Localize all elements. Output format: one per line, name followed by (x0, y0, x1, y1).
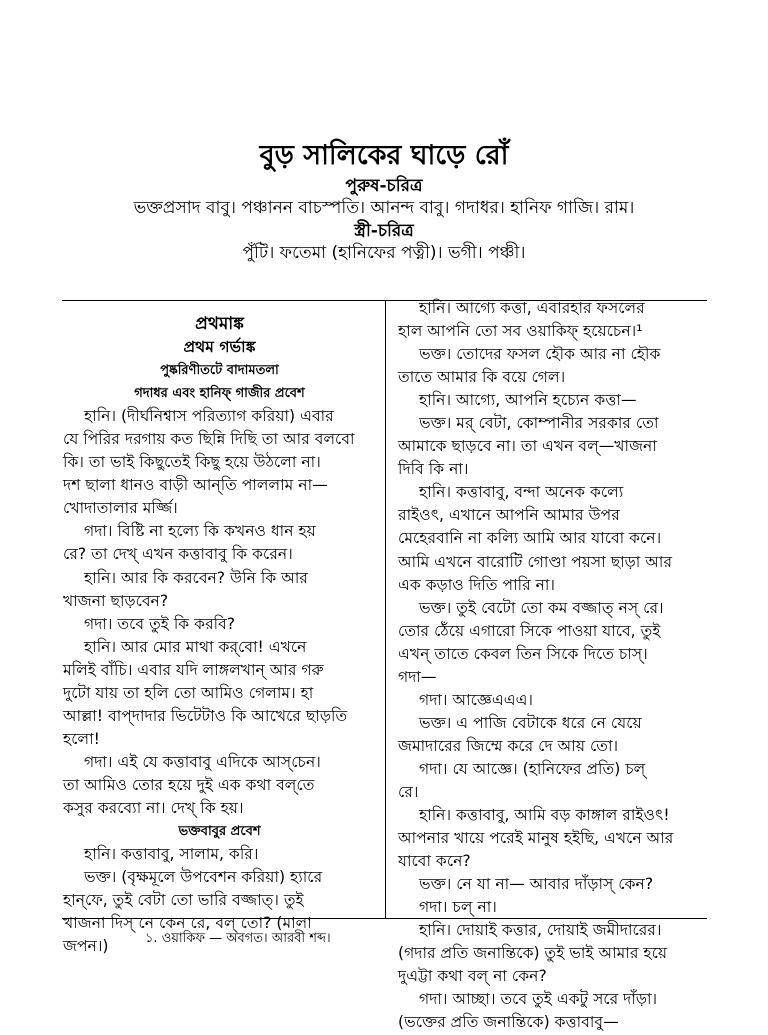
male-characters-list: ভক্তপ্রসাদ বাবু। পঞ্চানন বাচস্পতি। আনন্দ বাবু। গদাধর। হানিফ গাজি। রাম। (133, 198, 635, 218)
text-line: ভক্ত। (বৃক্ষমূলে উপবেশন করিয়া) হ্যারে (84, 868, 323, 887)
text-line: দশ ছালা ধানও বাড়ী আন্‌তি পাললাম না— (63, 476, 328, 495)
text-line: ভক্তবাবুর প্রবেশ (178, 824, 261, 840)
male-characters-heading: পুরুষ-চরিত্র (345, 176, 423, 196)
text-line: মেহেরবানি না কল্যি আমি আর যাবো কনে। (398, 529, 662, 548)
text-line: পুষ্করিণীতটে বাদামতলা (160, 363, 279, 379)
text-line: কসুর করব্যো না। দেখ্‌ কি হয়। (63, 798, 244, 817)
text-line: জপন।) (63, 937, 109, 956)
text-line: খোদাতালার মর্জ্জি। (63, 499, 178, 518)
text-line: গদা। যে আজ্ঞে। (হানিফের প্রতি) চল্‌ (419, 759, 646, 778)
female-characters-list: পুঁটি। ফতেমা (হানিফের পত্নী)। ভগী। পঞ্চী। (242, 243, 526, 263)
text-line: জমাদারের জিম্মে করে দে আয় তো। (398, 736, 619, 755)
text-line: যাবো কনে? (398, 852, 471, 871)
text-line: গদা। আচ্ছা। তবে তুই একটু সরে দাঁড়া। (419, 990, 658, 1009)
right-column (398, 297, 710, 1035)
text-line: আমাকে ছাড়বে না। তা এখন বল্‌—খাজনা (398, 437, 657, 456)
text-line: (ভক্তের প্রতি জনান্তিকে) কত্তাবাবু— (398, 1013, 619, 1032)
text-line: হানি। আর মোর মাথা কর্‌বো! এখনে (84, 637, 307, 656)
text-line: রাইওৎ, এখানে আপনি আমার উপর (398, 506, 620, 525)
text-line: হানি। আগ্যে, আপনি হচ্যেন কত্তা— (419, 391, 637, 410)
text-line: যে পিরির দরগায় কত ছিন্নি দিছি তা আর বলবো (63, 430, 355, 449)
text-line: তাতে আমার কি বয়ে গেল। (398, 368, 566, 387)
text-line: হান্‌ফে, তুই বেটা তো ভারি বজ্জাত্‌। তুই (63, 891, 304, 910)
text-line: গদা। বিষ্টি না হল্যে কি কখনও ধান হয় (84, 522, 316, 541)
text-line: গদা। চল্‌ না। (419, 898, 497, 917)
female-characters-heading: স্ত্রী-চরিত্র (354, 221, 414, 241)
text-line: ভক্ত। তোদের ফসল হৌক আর না হৌক (419, 345, 661, 364)
text-line: গদা। এই যে কত্তাবাবু এদিকে আস্‌চেন। (84, 752, 321, 771)
text-line: ভক্ত। তুই বেটো তো কম বজ্জাত্‌ নস্‌ রে। (419, 598, 664, 617)
text-line: (গদার প্রতি জনান্তিকে) তুই ভাই আমার হয়ে (398, 944, 668, 963)
text-line: দুটো যায় তা হলি তো আমিও গেলাম। হা (63, 683, 314, 702)
column-divider (385, 300, 386, 919)
text-line: রে? তা দেখ্‌ এখন কত্তাবাবু কি করেন। (63, 545, 293, 564)
text-line: হানি। (দীর্ঘনিশ্বাস পরিত্যাগ করিয়া) এবার (84, 407, 334, 426)
text-line: আল্লা! বাপ্‌দাদার ভিটেটাও কি আখেরে ছাড়তি (63, 706, 348, 725)
text-line: খাজনা ছাড়বেন? (63, 591, 169, 610)
text-line: প্রথমাঙ্ক (195, 314, 244, 334)
text-line: ভক্ত। মর্‌ বেটা, কোম্পানীর সরকার তো (419, 414, 659, 433)
text-line: তোর ঠেঁয়ে এগারো সিকে পাওয়া যাবে, তুই (398, 621, 661, 640)
text-line: হানি। কত্তাবাবু, বন্দা অনেক কল্যে (419, 483, 624, 502)
text-line: দিবি কি না। (398, 460, 469, 479)
text-line: হানি। কত্তাবাবু, আমি বড় কাঙ্গাল রাইওৎ! (419, 806, 670, 825)
text-line: হানি। আগ্যে কত্তা, এবারহার ফসলের (419, 299, 645, 317)
text-line: তা আমিও তোর হয়ে দুই এক কথা বল্‌তে (63, 775, 315, 794)
left-column (63, 313, 376, 958)
text-line: আপনার খায়ে পরেই মানুষ হইছি, এখনে আর (398, 829, 674, 848)
text-line: কি। তা ভাই কিছুতেই কিছু হয়ে উঠলো না। (63, 453, 321, 472)
text-line: গদা। তবে তুই কি করবি? (84, 614, 236, 633)
text-line: দুএট্টা কথা বল্‌ না কেন? (398, 967, 547, 986)
text-line: রে। (398, 782, 419, 801)
text-line: গদা— (398, 667, 437, 686)
text-line: গদাধর এবং হানিফ্‌ গাজীর প্রবেশ (134, 386, 305, 402)
text-line: খাজনা দিস্‌ নে কেন রে, বল্‌ তো? (মালা (63, 914, 312, 933)
text-line: ভক্ত। এ পাজি বেটাকে ধরে নে যেয়ে (419, 713, 642, 732)
play-title: বুড় সালিকের ঘাড়ে রোঁ (259, 140, 509, 171)
text-line: হানি। কত্তাবাবু, সালাম, করি। (84, 845, 259, 864)
text-line: প্রথম গর্ভাঙ্ক (183, 338, 256, 357)
footnote: ১. ওয়াকিফ — অবগত। আরবী শব্দ। (145, 931, 331, 946)
text-line: গদা। আজ্ঞেএএএ। (419, 690, 534, 709)
text-line: হানি। আর কি করবেন? উনি কি আর (84, 568, 309, 587)
text-line: মলিই বাঁচি। এবার যদি লাঙ্গলখান্‌ আর গরু (63, 660, 324, 679)
text-line: হানি। দোয়াই কত্তার, দোয়াই জমীদারের। (419, 921, 662, 940)
text-line: এক কড়াও দিতি পারি না। (398, 575, 556, 594)
text-line: এখন্‌ তাতে কেবল তিন সিকে দিতে চাস্‌। (398, 644, 648, 663)
text-line: আমি এখনে বারোটি গোণ্ডা পয়সা ছাড়া আর (398, 552, 673, 571)
text-line: হলো! (63, 729, 100, 748)
text-line: হাল আপনি তো সব ওয়াকিফ্‌ হয়েচেন।¹ (398, 322, 643, 341)
text-line: ভক্ত। নে যা না— আবার দাঁড়াস্‌ কেন? (419, 875, 654, 894)
